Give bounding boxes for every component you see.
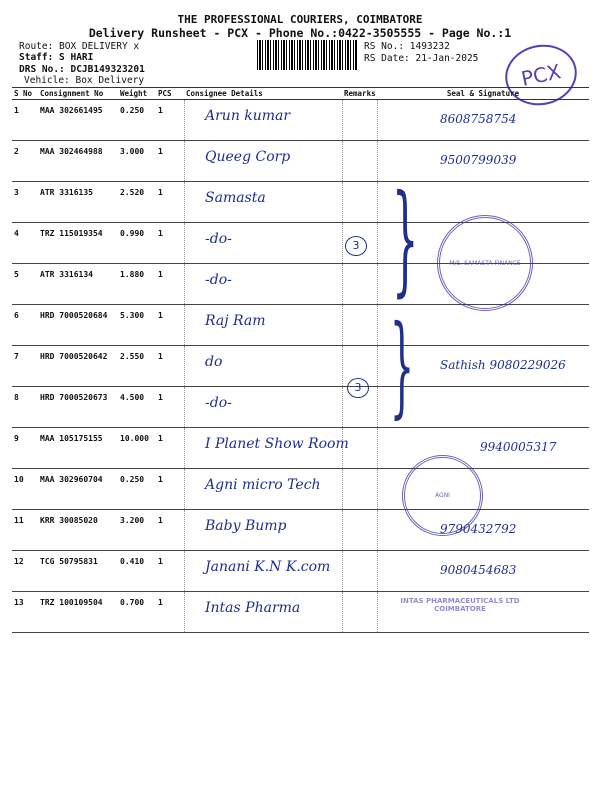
row-sno: 6 bbox=[12, 305, 38, 346]
row-weight: 3.000 bbox=[118, 141, 156, 182]
remark-count-2: 3 bbox=[347, 378, 369, 398]
row-pcs: 1 bbox=[156, 141, 184, 182]
row-sno: 1 bbox=[12, 100, 38, 141]
table-row bbox=[12, 182, 589, 223]
row-consignment: MAA 302464988 bbox=[38, 141, 118, 182]
signature-handwriting: Sathish 9080229026 bbox=[440, 358, 566, 372]
signature-handwriting: 9940005317 bbox=[480, 440, 557, 454]
row-weight: 5.300 bbox=[118, 305, 156, 346]
col-consignment: Consignment No bbox=[38, 88, 118, 100]
row-consignment: ATR 3316134 bbox=[38, 264, 118, 305]
remark-count-1: 3 bbox=[345, 236, 367, 256]
vehicle-label: Vehicle: Box Delivery bbox=[24, 75, 145, 86]
row-sno: 4 bbox=[12, 223, 38, 264]
consignee-handwriting: -do- bbox=[205, 272, 232, 288]
row-remarks-cell bbox=[342, 305, 377, 346]
consignee-handwriting: Janani K.N K.com bbox=[205, 559, 331, 575]
row-pcs: 1 bbox=[156, 264, 184, 305]
row-weight: 3.200 bbox=[118, 510, 156, 551]
row-pcs: 1 bbox=[156, 100, 184, 141]
row-pcs: 1 bbox=[156, 428, 184, 469]
consignee-handwriting: -do- bbox=[205, 395, 232, 411]
row-sno: 12 bbox=[12, 551, 38, 592]
row-weight: 2.520 bbox=[118, 182, 156, 223]
staff-label: Staff: S HARI bbox=[19, 52, 94, 63]
row-consignment: HRD 7000520642 bbox=[38, 346, 118, 387]
row-sno: 11 bbox=[12, 510, 38, 551]
row-weight: 0.250 bbox=[118, 100, 156, 141]
row-remarks-cell bbox=[342, 182, 377, 223]
row-weight: 1.880 bbox=[118, 264, 156, 305]
row-pcs: 1 bbox=[156, 387, 184, 428]
row-sno: 13 bbox=[12, 592, 38, 633]
row-consignment: HRD 7000520673 bbox=[38, 387, 118, 428]
row-remarks-cell bbox=[342, 469, 377, 510]
table-row bbox=[12, 387, 589, 428]
consignee-handwriting: I Planet Show Room bbox=[205, 436, 349, 452]
signature-handwriting: 9790432792 bbox=[440, 522, 517, 536]
row-remarks-cell bbox=[342, 510, 377, 551]
row-weight: 0.990 bbox=[118, 223, 156, 264]
intas-seal: INTAS PHARMACEUTICALS LTD COIMBATORE bbox=[400, 597, 520, 613]
row-consignment: HRD 7000520684 bbox=[38, 305, 118, 346]
row-sno: 7 bbox=[12, 346, 38, 387]
col-pcs: PCS bbox=[156, 88, 184, 100]
consignee-handwriting: do bbox=[205, 354, 223, 370]
samasta-seal: M/S. SAMASTA FINANCE bbox=[437, 215, 533, 311]
row-remarks-cell bbox=[342, 100, 377, 141]
barcode bbox=[257, 40, 357, 70]
row-pcs: 1 bbox=[156, 182, 184, 223]
row-pcs: 1 bbox=[156, 223, 184, 264]
consignee-handwriting: -do- bbox=[205, 231, 232, 247]
row-weight: 0.700 bbox=[118, 592, 156, 633]
row-remarks-cell bbox=[342, 592, 377, 633]
pcx-stamp: PCX bbox=[500, 38, 583, 112]
row-pcs: 1 bbox=[156, 305, 184, 346]
consignee-handwriting: Arun kumar bbox=[205, 108, 291, 124]
row-consignment: KRR 30085020 bbox=[38, 510, 118, 551]
row-remarks-cell bbox=[342, 141, 377, 182]
col-sno: S No bbox=[12, 88, 38, 100]
runsheet-subtitle: Delivery Runsheet - PCX - Phone No.:0422-3505555 - Page No.:1 bbox=[88, 26, 512, 40]
row-sno: 5 bbox=[12, 264, 38, 305]
row-pcs: 1 bbox=[156, 346, 184, 387]
table-row bbox=[12, 305, 589, 346]
col-seal: Seal & Signature bbox=[377, 88, 589, 100]
row-sno: 9 bbox=[12, 428, 38, 469]
consignee-handwriting: Baby Bump bbox=[205, 518, 287, 534]
consignee-handwriting: Raj Ram bbox=[205, 313, 266, 329]
consignee-handwriting: Intas Pharma bbox=[205, 600, 301, 616]
signature-handwriting: 8608758754 bbox=[440, 112, 517, 126]
row-consignment: TRZ 100109504 bbox=[38, 592, 118, 633]
brace-1: } bbox=[391, 170, 419, 309]
row-consignment: MAA 302960704 bbox=[38, 469, 118, 510]
row-sno: 10 bbox=[12, 469, 38, 510]
row-weight: 0.250 bbox=[118, 469, 156, 510]
brace-2: } bbox=[389, 301, 415, 429]
row-pcs: 1 bbox=[156, 592, 184, 633]
row-weight: 10.000 bbox=[118, 428, 156, 469]
rs-date: RS Date: 21-Jan-2025 bbox=[364, 53, 479, 64]
row-weight: 4.500 bbox=[118, 387, 156, 428]
drs-label: DRS No.: DCJB149323201 bbox=[19, 64, 145, 75]
row-sno: 8 bbox=[12, 387, 38, 428]
col-weight: Weight bbox=[118, 88, 156, 100]
row-sno: 3 bbox=[12, 182, 38, 223]
row-consignment: TCG 50795831 bbox=[38, 551, 118, 592]
company-title: THE PROFESSIONAL COURIERS, COIMBATORE bbox=[177, 13, 423, 26]
consignee-handwriting: Agni micro Tech bbox=[205, 477, 321, 493]
row-weight: 0.410 bbox=[118, 551, 156, 592]
signature-handwriting: 9500799039 bbox=[440, 153, 517, 167]
row-consignment: MAA 302661495 bbox=[38, 100, 118, 141]
rs-no: RS No.: 1493232 bbox=[364, 41, 450, 52]
row-pcs: 1 bbox=[156, 469, 184, 510]
signature-handwriting: 9080454683 bbox=[440, 563, 517, 577]
row-consignment: TRZ 115019354 bbox=[38, 223, 118, 264]
route-label: Route: BOX DELIVERY x bbox=[19, 41, 140, 52]
row-weight: 2.550 bbox=[118, 346, 156, 387]
consignee-handwriting: Queeg Corp bbox=[205, 149, 291, 165]
consignee-handwriting: Samasta bbox=[205, 190, 266, 206]
row-consignment: ATR 3316135 bbox=[38, 182, 118, 223]
col-remarks: Remarks bbox=[344, 89, 376, 98]
row-sno: 2 bbox=[12, 141, 38, 182]
row-consignment: MAA 105175155 bbox=[38, 428, 118, 469]
col-consignee: Consignee Details bbox=[184, 88, 342, 100]
row-remarks-cell bbox=[342, 264, 377, 305]
table-header bbox=[12, 88, 589, 100]
agni-seal: AGNI bbox=[402, 455, 483, 536]
row-pcs: 1 bbox=[156, 510, 184, 551]
row-pcs: 1 bbox=[156, 551, 184, 592]
row-remarks-cell bbox=[342, 551, 377, 592]
